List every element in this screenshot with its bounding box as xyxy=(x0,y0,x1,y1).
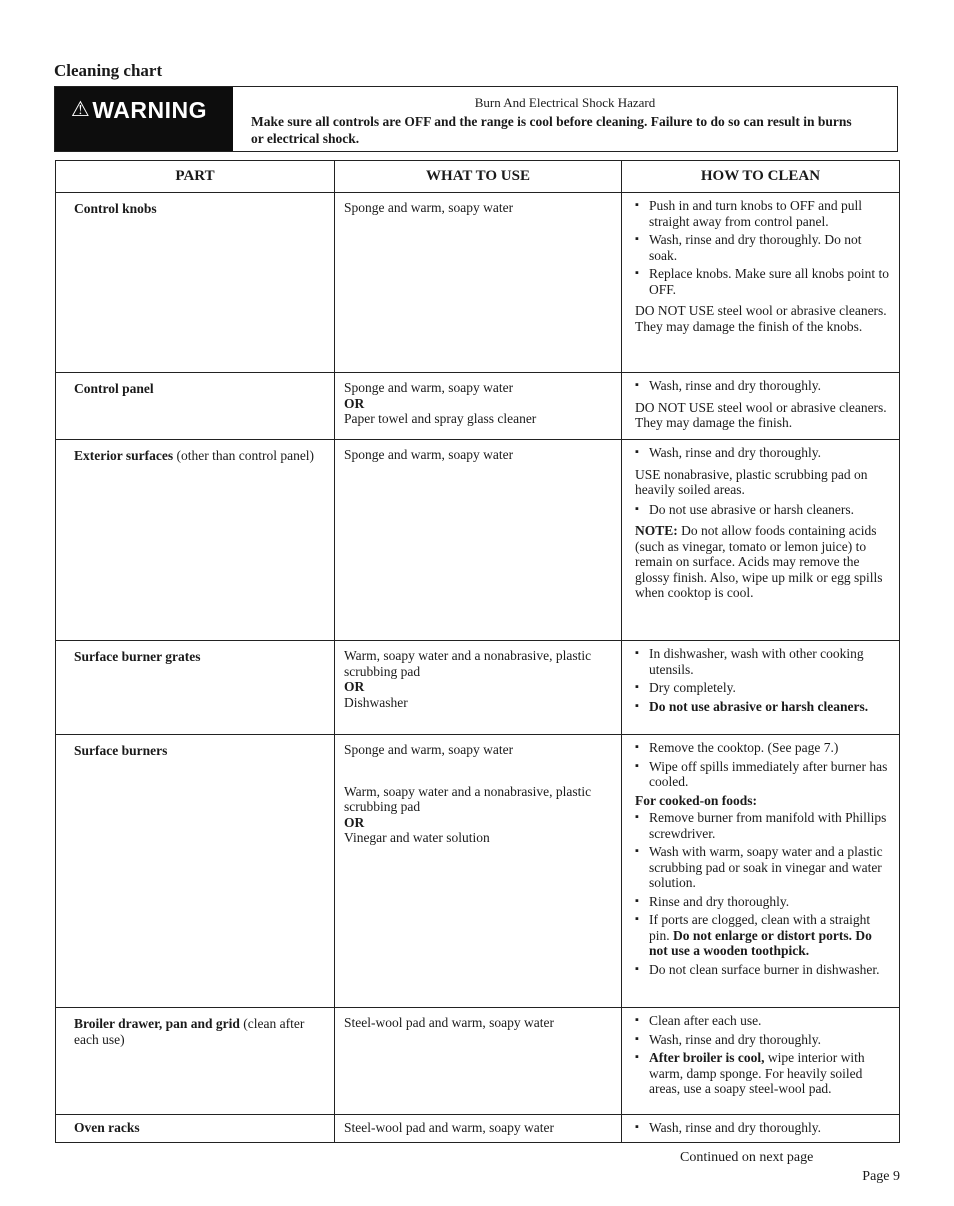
part-name: Control knobs xyxy=(74,201,157,216)
part-name: Control panel xyxy=(74,381,154,396)
list-item: ▪ Replace knobs. Make sure all knobs point to OFF. xyxy=(635,266,891,297)
list-item: ▪ Do not clean surface burner in dishwasher. xyxy=(635,962,891,978)
how-cell xyxy=(622,373,900,440)
list-item xyxy=(635,1050,891,1097)
how-cell xyxy=(622,641,900,735)
page-number: Page 9 xyxy=(862,1169,900,1184)
list-item: ▪ Wash, rinse and dry thoroughly. xyxy=(635,1120,891,1136)
list-item: ▪ Rinse and dry thoroughly. xyxy=(635,894,891,910)
caution-text: DO NOT USE steel wool or abrasive cleaners. They may damage the finish. xyxy=(635,399,887,430)
list-item: ▪ Wipe off spills immediately after burner has cooled. xyxy=(635,759,891,790)
spacer xyxy=(344,758,613,784)
table-row xyxy=(56,373,900,440)
warning-label-text: WARNING xyxy=(92,97,207,123)
use-cell xyxy=(335,440,622,641)
use-text: Dishwasher xyxy=(344,694,408,710)
list-item: ▪ Remove the cooktop. (See page 7.) xyxy=(635,740,891,756)
part-name: Oven racks xyxy=(74,1120,140,1135)
table-row xyxy=(56,641,900,735)
list-item: ▪ Dry completely. xyxy=(635,680,891,696)
column-header-how-to-clean: HOW TO CLEAN xyxy=(622,161,900,193)
list-item: ▪ Remove burner from manifold with Phillips screwdriver. xyxy=(635,810,891,841)
part-cell xyxy=(56,440,335,641)
table-row xyxy=(56,1115,900,1143)
use-text: Sponge and warm, soapy water xyxy=(344,200,514,215)
part-name: Surface burners xyxy=(74,743,168,758)
part-note: (clean after each use) xyxy=(74,1016,305,1047)
table-header-row xyxy=(56,161,900,193)
instruction-text: USE nonabrasive, plastic scrubbing pad on heavily soiled areas. xyxy=(635,466,868,497)
use-text: Vinegar and water solution xyxy=(344,830,490,845)
how-cell xyxy=(622,735,900,1008)
part-cell xyxy=(56,193,335,373)
use-text: Sponge and warm, soapy water xyxy=(344,447,514,462)
list-item: ▪ Wash, rinse and dry thoroughly. Do not soak. xyxy=(635,232,891,263)
or-text: OR xyxy=(344,679,365,694)
list-item: ▪ Do not use abrasive or harsh cleaners. xyxy=(635,699,891,715)
column-header-part: PART xyxy=(56,161,335,193)
part-name: Surface burner grates xyxy=(74,649,201,664)
page-title: Cleaning chart xyxy=(54,61,163,80)
how-cell xyxy=(622,193,900,373)
part-cell xyxy=(56,735,335,1008)
table-row xyxy=(56,735,900,1008)
continued-note: Continued on next page xyxy=(680,1150,814,1165)
note-text xyxy=(635,523,891,601)
warning-body: Make sure all controls are OFF and the range is cool before cleaning. Failure to do so can result in burns or electrical shock. xyxy=(251,114,852,146)
warning-box xyxy=(54,86,898,152)
list-item: ▪ Push in and turn knobs to OFF and pull straight away from control panel. xyxy=(635,198,891,229)
note-body: Do not allow foods containing acids (such as vinegar, tomato or lemon juice) to remain on surface. Acids may remove the glossy finish. Also, wipe up milk or egg spills when cooktop is cool. xyxy=(635,523,883,600)
list-item: ▪ Wash, rinse and dry thoroughly. xyxy=(635,378,891,394)
how-cell xyxy=(622,440,900,641)
list-item xyxy=(635,912,891,959)
use-cell xyxy=(335,373,622,440)
part-cell xyxy=(56,641,335,735)
use-cell xyxy=(335,641,622,735)
list-item: ▪ Wash, rinse and dry thoroughly. xyxy=(635,445,891,461)
use-text: Warm, soapy water and a nonabrasive, plastic scrubbing pad xyxy=(344,648,592,679)
use-text: Steel-wool pad and warm, soapy water xyxy=(344,1120,554,1135)
part-name: Exterior surfaces xyxy=(74,448,174,463)
use-text: Sponge and warm, soapy water xyxy=(344,742,514,757)
use-cell xyxy=(335,1115,622,1143)
use-cell xyxy=(335,1008,622,1115)
table-row xyxy=(56,1008,900,1115)
or-text: OR xyxy=(344,395,365,411)
use-text: Sponge and warm, soapy water xyxy=(344,380,514,395)
how-cell xyxy=(622,1115,900,1143)
use-text: Steel-wool pad and warm, soapy water xyxy=(344,1015,554,1030)
warning-heading: Burn And Electrical Shock Hazard xyxy=(474,95,656,110)
pin-text: If ports are clogged, clean with a straight pin. xyxy=(649,912,871,943)
list-item: ▪ Wash with warm, soapy water and a plastic scrubbing pad or soak in vinegar and water solution. xyxy=(635,844,891,891)
use-text: Warm, soapy water and a nonabrasive, plastic scrubbing pad xyxy=(344,783,592,814)
cleaning-chart-table xyxy=(55,160,900,1143)
note-label: NOTE: xyxy=(635,523,678,538)
caution-text: DO NOT USE steel wool or abrasive cleaners. They may damage the finish of the knobs. xyxy=(635,303,887,334)
warning-label xyxy=(55,87,233,151)
part-name: Broiler drawer, pan and grid xyxy=(74,1016,240,1031)
list-item: ▪ Clean after each use. xyxy=(635,1013,891,1029)
column-header-what-to-use: WHAT TO USE xyxy=(335,161,622,193)
table-row xyxy=(56,193,900,373)
or-text: OR xyxy=(344,814,365,830)
part-cell xyxy=(56,1115,335,1143)
bold-lead: After broiler is cool, xyxy=(649,1050,765,1065)
part-cell xyxy=(56,1008,335,1115)
warning-triangle-icon: ⚠ xyxy=(71,98,91,121)
use-cell xyxy=(335,735,622,1008)
list-item: ▪ Do not use abrasive or harsh cleaners. xyxy=(635,502,891,518)
use-cell xyxy=(335,193,622,373)
part-cell xyxy=(56,373,335,440)
subheading: For cooked-on foods: xyxy=(635,792,758,808)
pin-warning: Do not enlarge or distort ports. Do not use a wooden toothpick. xyxy=(649,927,872,958)
table-row xyxy=(56,440,900,641)
list-item: ▪ In dishwasher, wash with other cooking utensils. xyxy=(635,646,891,677)
part-note: (other than control panel) xyxy=(173,448,315,463)
instruction-text: wipe interior with warm, damp sponge. For heavily soiled areas, use a soapy steel-wool pad. xyxy=(649,1050,865,1096)
use-text: Paper towel and spray glass cleaner xyxy=(344,411,537,426)
how-cell xyxy=(622,1008,900,1115)
list-item: ▪ Wash, rinse and dry thoroughly. xyxy=(635,1032,891,1048)
